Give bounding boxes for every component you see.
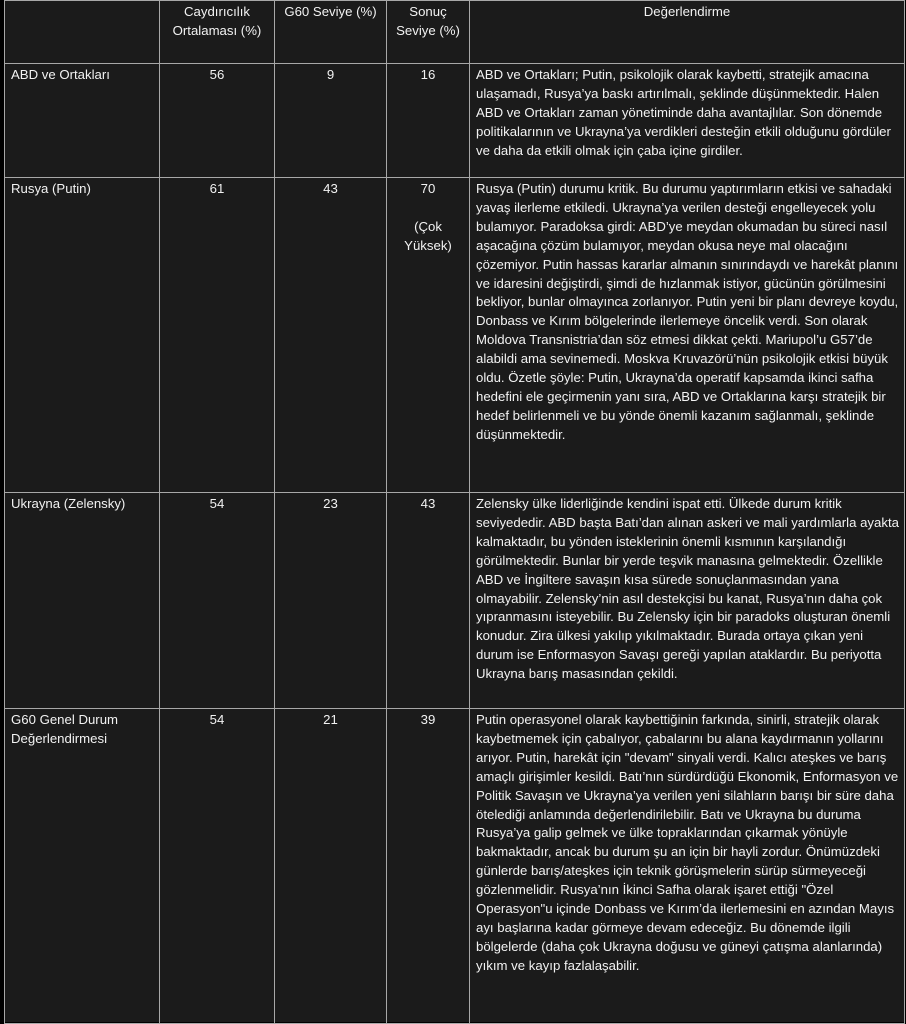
assessment-cell: Putin operasyonel olarak kaybettiğinin farkında, sinirli, stratejik olarak kaybetmemek için çabalıyor, çabalarını bu alana kaydırmanın yollarını arıyor. Putin, harekât için "devam" sinyali verdi. Kalıcı ateşkes ve barış amaçlı girişimler kesildi. Batı’nın sürdürdüğü Ekonomik, Enformasyon ve Politik Savaşın ve Ukrayna’ya verilen yeni silahların barışı bir süre daha ötelediği anlamında değerlendirilebilir. Batı ve Ukrayna bu duruma Rusya’ya galip gelmek ve ülke topraklarından çıkarmak yönüyle bakmaktadır, ancak bu durum şu an için bir hayli zordur. Önümüzdeki günlerde barış/ateşkes için teknik görüşmelerin sürüp sürmeyeceği gözlenmelidir. Rusya’nın İkinci Safha olarak işaret ettiği "Özel Operasyon"u içinde Donbass ve Kırım’da ilerlemesini en azından Mayıs ayı başlarına kadar görmeye devam edeceğiz. Bu dönemde ilgili bölgelerde (daha çok Ukrayna doğusu ve güneyi çatışma alanlarında) yıkım ve kayıp fazlalaşabilir. xyxy=(470,709,905,1024)
result-level-cell: 39 xyxy=(387,709,470,1024)
deterrence-average-cell: 61 xyxy=(160,178,275,493)
actor-cell: Rusya (Putin) xyxy=(5,178,160,493)
result-level-cell: 43 xyxy=(387,493,470,709)
deterrence-average-cell: 54 xyxy=(160,709,275,1024)
header-actor xyxy=(5,1,160,64)
assessment-cell: Rusya (Putin) durumu kritik. Bu durumu yaptırımların etkisi ve sahadaki yavaş ilerleme etkiledi. Ukrayna’ya verilen desteği engelleyecek yolu bulamıyor. Paradoksa girdi: ABD’ye meydan okumadan bu süreci nasıl aşacağına çözüm bulamıyor, meydan okusa neye mal olacağını çözemiyor. Putin hassas kararlar almanın sınırındaydı ve harekât planını ve idaresini değiştirdi, şimdi de hızlanmak istiyor, gücünün görülmesini bekliyor, bunlar olmayınca zorlanıyor. Putin yeni bir planı devreye koydu, Donbass ve Kırım bölgelerinde ilerlemeye öncelik verdi. Son olarak Moldova Transnistria’dan söz etmesi dikkat çekti. Mariupol’u G57’de alabildi ama sevinemedi. Moskva Kruvazörü’nün psikolojik etkisi büyük oldu. Özetle şöyle: Putin, Ukrayna’da operatif kapsamda ikinci safha hedefini ele geçirmenin yanı sıra, ABD ve Ortaklarına karşı stratejik bir hedef belirlenmeli ve bu yönde önemli kazanım sağlanmalı, şeklinde düşünmektedir. xyxy=(470,178,905,493)
table-row-usa-allies xyxy=(5,64,905,178)
assessment-cell: ABD ve Ortakları; Putin, psikolojik olarak kaybetti, stratejik amacına ulaşamadı, Rusya’ya baskı artırılmalı, şeklinde düşünmektedir. Halen ABD ve Ortakları zaman yönetiminde daha avantajlılar. Son dönemde politikalarının ve Ukrayna’ya verdikleri desteğin etkili olduğunu gördüler ve daha da etkili olmak için çaba içine girdiler. xyxy=(470,64,905,178)
result-level-value: 70 xyxy=(420,181,436,196)
deterrence-average-cell: 56 xyxy=(160,64,275,178)
result-level-note: (Çok Yüksek) xyxy=(404,218,452,253)
header-assessment: Değerlendirme xyxy=(470,1,905,64)
table-row-russia xyxy=(5,178,905,493)
deterrence-average-cell: 54 xyxy=(160,493,275,709)
actor-cell: ABD ve Ortakları xyxy=(5,64,160,178)
header-result-level: Sonuç Seviye (%) xyxy=(387,1,470,64)
assessment-cell: Zelensky ülke liderliğinde kendini ispat etti. Ülkede durum kritik seviyededir. ABD başta Batı’dan alınan askeri ve mali yardımlarla ayakta kalmaktadır, bu yönden isteklerinin önemli kısmının karşılandığı görülmektedir. Bunlar bir yerde teşvik manasına gelmektedir. Özellikle ABD ve İngiltere savaşın kısa sürede sonuçlanmasından yana olmayabilir. Zelensky’nin asıl destekçisi bu kanat, Rusya’nın daha çok yıpranmasını isteyebilir. Bu Zelensky için bir paradoks oluşturan önemli konudur. Zira ülkesi yakılıp yıkılmaktadır. Burada ortaya çıkan yeni durum ise Enformasyon Savaşı gereği yapılan ataklardır. Bu periyotta Ukrayna barış masasından çekildi. xyxy=(470,493,905,709)
result-level-cell xyxy=(387,178,470,493)
assessment-table xyxy=(4,0,905,1024)
g60-level-cell: 9 xyxy=(275,64,387,178)
table-row-g60-general xyxy=(5,709,905,1024)
result-level-cell: 16 xyxy=(387,64,470,178)
actor-cell: Ukrayna (Zelensky) xyxy=(5,493,160,709)
header-g60-level: G60 Seviye (%) xyxy=(275,1,387,64)
table-row-ukraine xyxy=(5,493,905,709)
actor-cell: G60 Genel Durum Değerlendirmesi xyxy=(5,709,160,1024)
header-deterrence-average: Caydırıcılık Ortalaması (%) xyxy=(160,1,275,64)
g60-level-cell: 43 xyxy=(275,178,387,493)
g60-level-cell: 23 xyxy=(275,493,387,709)
document-page xyxy=(4,0,904,1022)
table-header-row xyxy=(5,1,905,64)
g60-level-cell: 21 xyxy=(275,709,387,1024)
